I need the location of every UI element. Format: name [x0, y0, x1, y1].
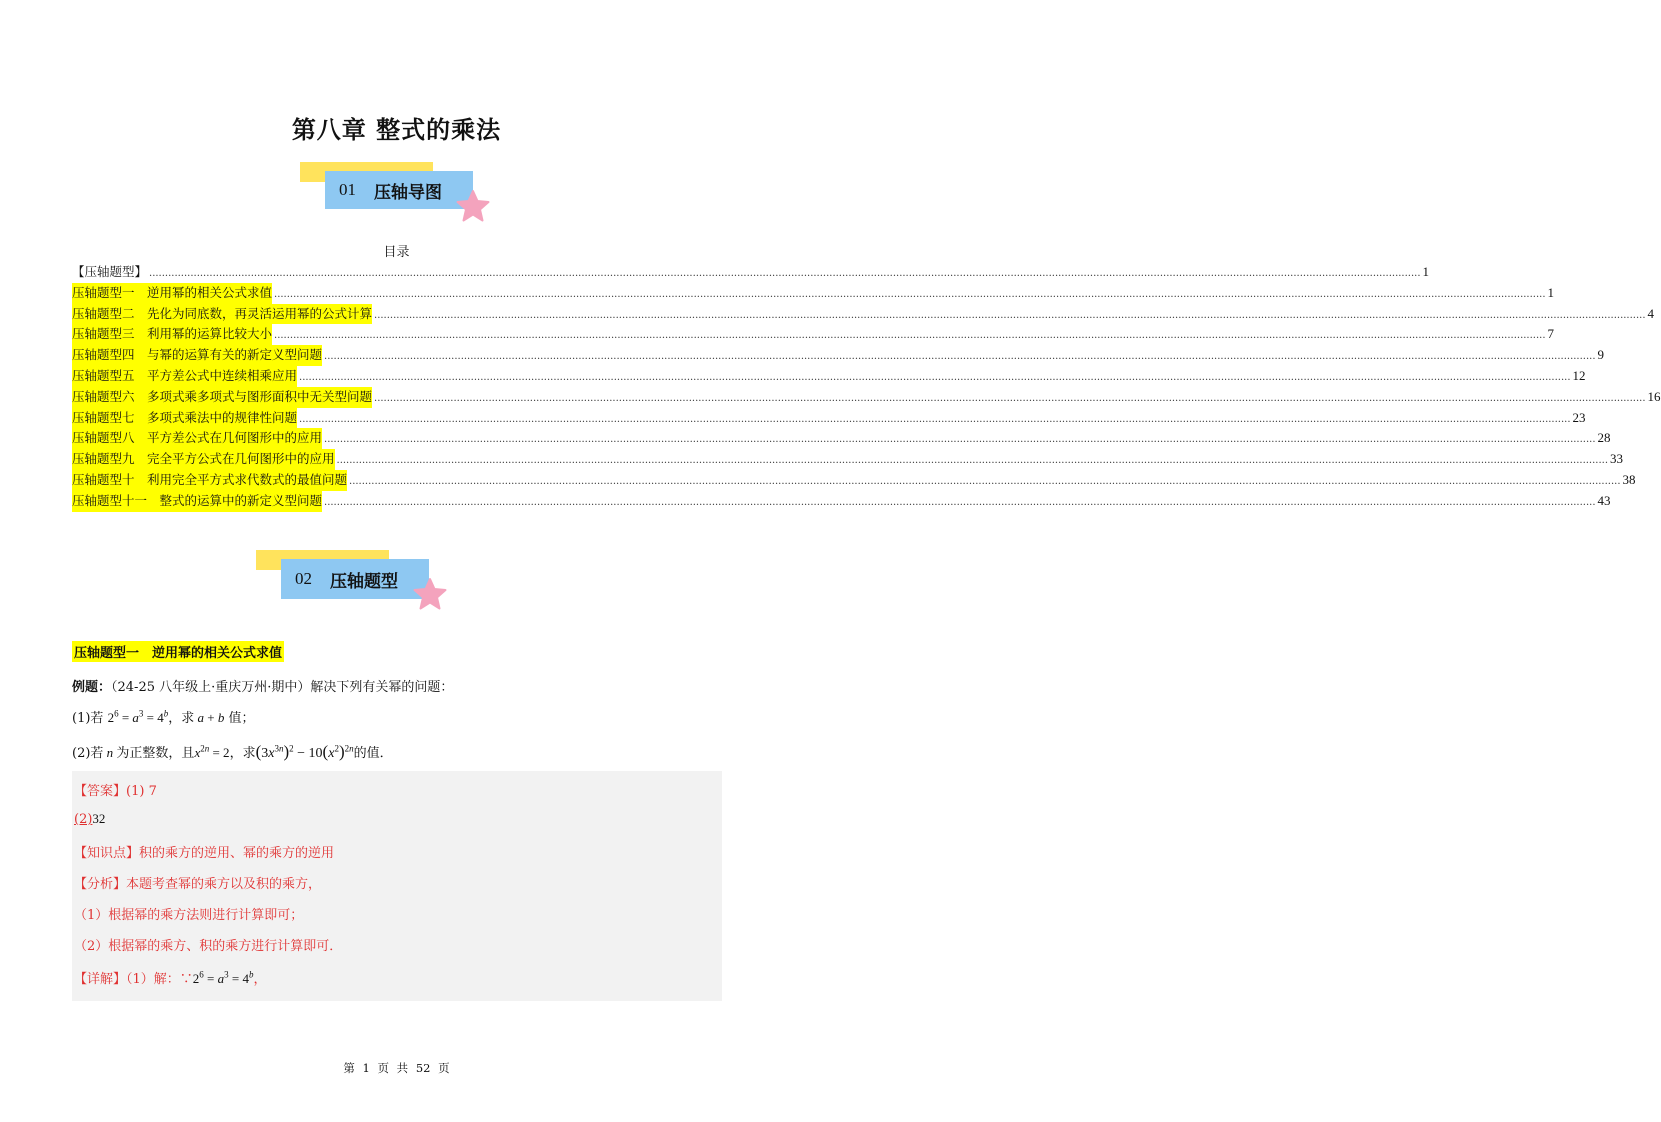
toc-item-label: 压轴题型十一 整式的运算中的新定义型问题 — [72, 491, 322, 512]
toc-item-label: 压轴题型七 多项式乘法中的规律性问题 — [72, 408, 297, 429]
formula: n — [103, 745, 117, 760]
detail-line: 【详解】（1）解：$\because 2^6 = a^3 = 4^b$， — [74, 969, 267, 987]
toc-item-label: 压轴题型九 完全平方公式在几何图形中的应用 — [72, 449, 335, 470]
banner-mind-map — [300, 162, 490, 222]
answer-line: 【答案】(1) 7 — [74, 784, 157, 799]
star-icon — [413, 578, 447, 610]
toc-leader-dots: ................................................................................................................................................................................................................................................................................................................................................................................................................ — [336, 455, 1608, 467]
toc-item[interactable] — [72, 470, 1636, 491]
toc-item-label: 压轴题型五 平方差公式中连续相乘应用 — [72, 366, 297, 387]
toc-item-page: 1 — [1547, 284, 1554, 300]
toc-item[interactable] — [72, 408, 1586, 429]
banner-number: 01 — [339, 180, 356, 199]
toc-item[interactable] — [72, 449, 1623, 470]
toc-leader-dots: ................................................................................................................................................................................................................................................................................................................................................................................................................ — [299, 413, 1571, 425]
question-2: (2)若 n 为正整数，且$x^{2n} = 2$，求$(3x^{3n})^2 - 10(x^2)^{2n}$的值． — [72, 742, 393, 761]
toc-heading: 目录 — [383, 245, 410, 260]
analysis-step-2: （2）根据幂的乘方、积的乘方进行计算即可． — [74, 939, 343, 954]
toc-item-page: 28 — [1597, 430, 1611, 446]
banner-label: 压轴题型 — [330, 571, 398, 592]
banner-box — [325, 171, 473, 209]
toc-item-page: 9 — [1597, 347, 1604, 363]
analysis-line: 【分析】本题考查幂的乘方以及积的乘方， — [74, 877, 322, 892]
toc-leader-dots: ................................................................................................................................................................................................................................................................................................................................................................................................................ — [324, 496, 1596, 508]
toc-item[interactable] — [72, 491, 1611, 512]
toc-leader-dots: ................................................................................................................................................................................................................................................................................................................................................................................................................ — [374, 392, 1646, 404]
toc-item-label: 【压轴题型】 — [72, 264, 148, 279]
toc-leader-dots: ................................................................................................................................................................................................................................................................................................................................................................................................................ — [349, 475, 1621, 487]
toc-item[interactable] — [72, 283, 1554, 304]
toc-leader-dots: ................................................................................................................................................................................................................................................................................................................................................................................................................ — [324, 351, 1596, 363]
formula: $2^6 = a^3 = 4^b$ — [192, 969, 254, 986]
toc-item-label: 压轴题型二 先化为同底数，再灵活运用幂的公式计算 — [72, 304, 372, 325]
page-footer: 第 1 页 共 52 页 — [343, 1061, 450, 1075]
toc-leader-dots: ................................................................................................................................................................................................................................................................................................................................................................................................................ — [374, 309, 1646, 321]
toc-item-page: 4 — [1647, 305, 1654, 321]
section-heading: 压轴题型一 逆用幂的相关公式求值 — [72, 641, 284, 662]
formula: $x^{2n} = 2$ — [194, 743, 230, 760]
toc-item-label: 压轴题型三 利用幂的运算比较大小 — [72, 324, 272, 345]
banner-key-types — [256, 550, 446, 612]
toc-item[interactable] — [72, 366, 1586, 387]
toc-item[interactable] — [72, 262, 1429, 283]
toc-leader-dots: ................................................................................................................................................................................................................................................................................................................................................................................................................ — [324, 434, 1596, 446]
example-label: 例题： — [72, 680, 112, 695]
page-title: 第八章 整式的乘法 — [291, 116, 502, 144]
formula: $2^6 = a^3 = 4^b$ — [107, 708, 169, 725]
toc-item-page: 7 — [1547, 326, 1554, 342]
toc-item-page: 12 — [1572, 367, 1586, 383]
star-icon — [456, 190, 490, 222]
knowledge-line: 【知识点】积的乘方的逆用、幂的乘方的逆用 — [74, 846, 335, 861]
toc-item-page: 16 — [1647, 388, 1661, 404]
toc-item-page: 33 — [1610, 451, 1623, 467]
toc-leader-dots: ................................................................................................................................................................................................................................................................................................................................................................................................................ — [274, 330, 1546, 342]
toc-item-page: 43 — [1597, 492, 1611, 508]
banner-number: 02 — [295, 569, 312, 588]
answer-box — [72, 771, 722, 1001]
toc-item[interactable] — [72, 304, 1654, 325]
toc-item-label: 压轴题型四 与幂的运算有关的新定义型问题 — [72, 345, 322, 366]
banner-box — [281, 559, 429, 599]
toc-item-label: 压轴题型八 平方差公式在几何图形中的应用 — [72, 428, 322, 449]
toc-leader-dots: ................................................................................................................................................................................................................................................................................................................................................................................................................ — [149, 268, 1421, 279]
formula: $(3x^{3n})^2 - 10(x^2)^{2n}$ — [255, 742, 354, 761]
toc-item-page: 23 — [1572, 409, 1586, 425]
toc-item-page: 38 — [1622, 471, 1636, 487]
answer-line-2: (2)32 — [74, 811, 106, 827]
toc-item[interactable] — [72, 345, 1604, 366]
formula: a — [194, 710, 205, 725]
analysis-step-1: （1）根据幂的乘方法则进行计算即可； — [74, 908, 304, 923]
toc-item-page: 1 — [1422, 264, 1429, 279]
toc-leader-dots: ................................................................................................................................................................................................................................................................................................................................................................................................................ — [274, 288, 1546, 300]
toc-item-label: 压轴题型一 逆用幂的相关公式求值 — [72, 283, 272, 304]
toc-item-label: 压轴题型十 利用完全平方式求代数式的最值问题 — [72, 470, 347, 491]
banner-label: 压轴导图 — [374, 182, 442, 203]
toc-item[interactable] — [72, 324, 1554, 345]
question-1: (1)若 $2^6 = a^3 = 4^b$，求 a + b 值； — [72, 708, 255, 726]
toc-item-label: 压轴题型六 多项式乘多项式与图形面积中无关型问题 — [72, 387, 372, 408]
example-line — [72, 676, 453, 695]
toc-leader-dots: ................................................................................................................................................................................................................................................................................................................................................................................................................ — [299, 371, 1571, 383]
example-text: （24-25 八年级上·重庆万州·期中）解决下列有关幂的问题： — [111, 680, 454, 695]
table-of-contents — [72, 262, 1661, 512]
toc-item[interactable] — [72, 387, 1661, 408]
toc-item[interactable] — [72, 428, 1611, 449]
